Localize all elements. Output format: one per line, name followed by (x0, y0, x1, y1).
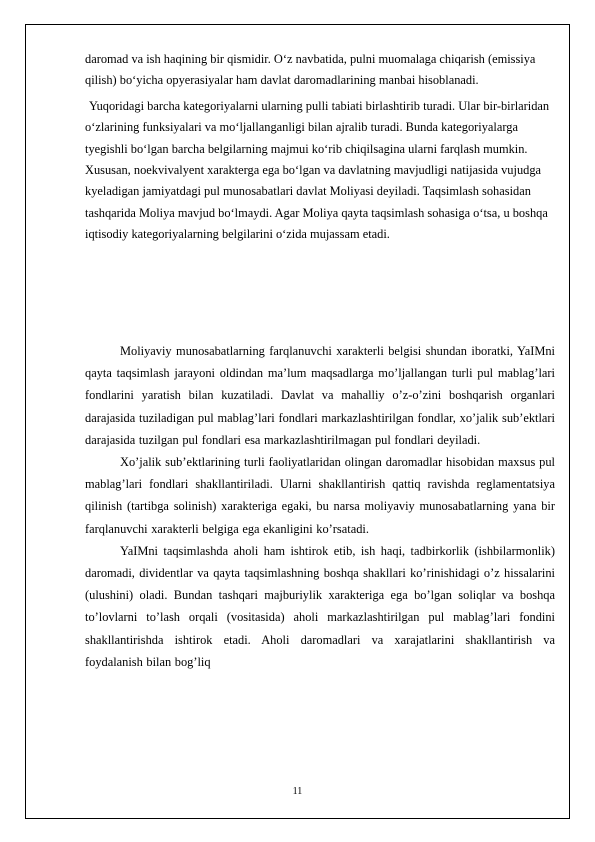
paragraph-body-2: Xo’jalik sub’ektlarining turli faoliyatlaridan olingan daromadlar hisobidan maxsus pul mablag’lari fondlari shakllantiriladi. Ularni shakllantirish qattiq ravishda reglamentatsiya qilinish (tartibga solinish) xarakteriga egaki, bu narsa moliyaviy munosabatlarning yana bir farqlanuvchi xarakterli belgiga ega ekanligini ko’rsatadi. (85, 455, 555, 536)
paragraph-body-1: Moliyaviy munosabatlarning farqlanuvchi xarakterli belgisi shundan iboratki, YaIMni qayta taqsimlash jarayoni oldindan ma’lum maqsadlarga mo’ljallangan turli pul mablag’lari fondlarini yaratish bilan kuzatiladi. Davlat va mahalliy o’z-o’zini boshqarish organlari darajasida tuziladigan pul mablag’lari fondlari markazlashtirilgan fondlar, xo’jalik sub’ektlari darajasida tuzilgan pul fondlari esa markazlashtirilmagan pul fondlari deyiladi. (85, 344, 555, 447)
paragraph-intro-1: daromad va ish haqining bir qismidir. O‘z navbatida, pulni muomalaga chiqarish (emissiya qilish) bo‘yicha opyerasiyalar ham davlat daromadlarining manbai hisoblanadi. (85, 52, 536, 88)
body-text (85, 340, 555, 673)
paragraph-body-3: YaIMni taqsimlashda aholi ham ishtirok etib, ish haqi, tadbirkorlik (ishbilarmonlik) daromadi, dividentlar va qayta taqsimlashning boshqa shakllari ko’rinishidagi o’z hissalarini (ulushini) oladi. Bundan tashqari majburiylik xarakteriga ega bo’lgan soliqlar va boshqa to’lovlarni to’lash orqali (vositasida) aholi markazlashtirilgan pul mablag’lari fondini shakllantirishda ishtirok etadi. Aholi daromadlari va xarajatlarini shakllantirish va foydalanish bilan bog’liq (85, 543, 555, 669)
intro-text (85, 49, 555, 246)
paragraph-intro-2: Yuqoridagi barcha kategoriyalarni ularning pulli tabiati birlashtirib turadi. Ular bir-birlaridan o‘zlarining funksiyalari va mo‘ljallanganligi bilan ajralib turadi. Bunda kategoriyalarga tyegishli bo‘lgan barcha belgilarning majmui ko‘rib chiqilsagina ularni farqlash mumkin. Xususan, noekvivalyent xarakterga ega bo‘lgan va davlatning mavjudligi natijasida vujudga kyeladigan jamiyatdagi pul munosabatlari davlat Moliyasi deyiladi. Taqsimlash sohasidan tashqarida Moliya mavjud bo‘lmaydi. Agar Moliya qayta taqsimlash sohasiga o‘tsa, u boshqa iqtisodiy kategoriyalarning belgilarini o‘zida mujassam etadi. (85, 98, 550, 242)
page-number: 11 (292, 786, 303, 797)
